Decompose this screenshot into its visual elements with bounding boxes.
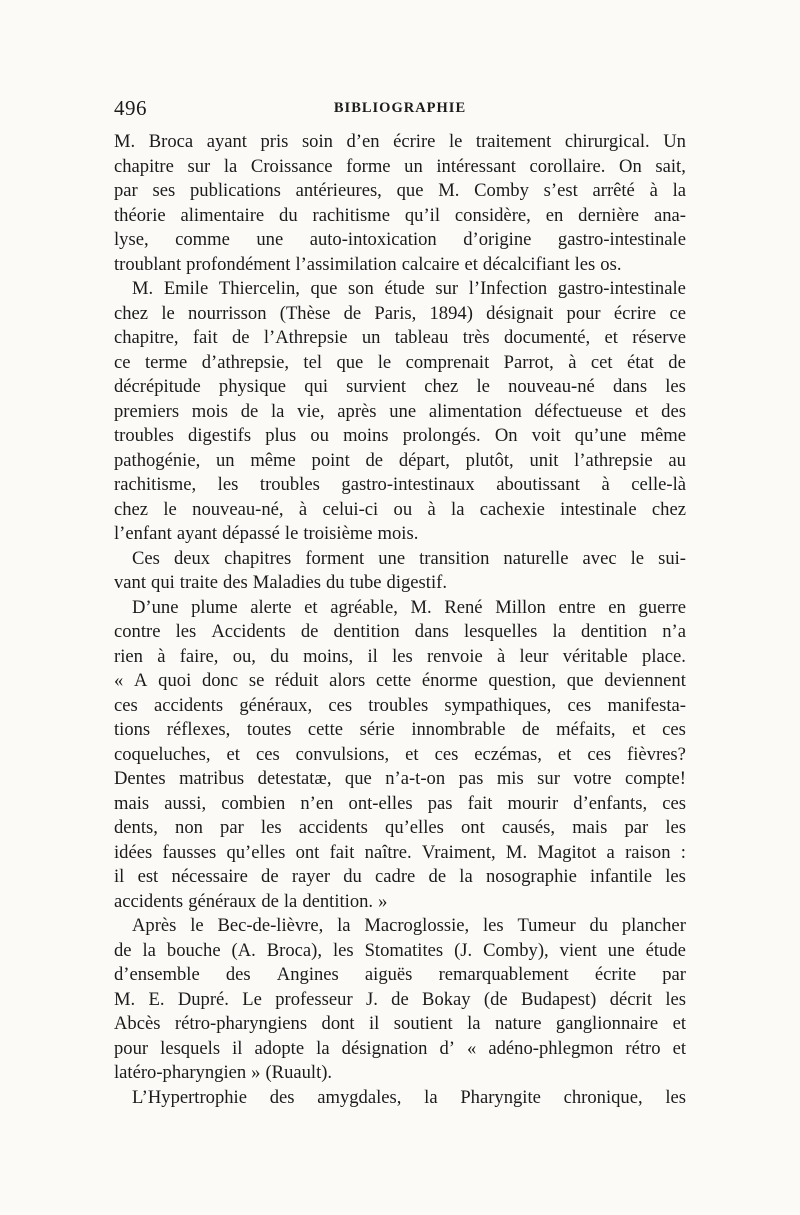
text-line: ce terme d’athrepsie, tel que le comprenait Parrot, à cet état de bbox=[114, 351, 686, 373]
text-line: latéro-pharyngien » (Ruault). bbox=[114, 1062, 333, 1083]
text-line: Ces deux chapitres forment une transition naturelle avec le sui- bbox=[132, 547, 686, 569]
text-line: décrépitude physique qui survient chez le nouveau-né dans les bbox=[114, 376, 686, 397]
text-line: L’Hypertrophie des amygdales, la Pharyngite chronique, les bbox=[132, 1086, 686, 1108]
text-line: ces accidents généraux, ces troubles sympathiques, ces manifesta- bbox=[114, 694, 686, 716]
section-title: BIBLIOGRAPHIE bbox=[333, 100, 467, 116]
text-line: dents, non par les accidents qu’elles ont causés, mais par les bbox=[114, 817, 686, 838]
text-line: de la bouche (A. Broca), les Stomatites (J. Comby), vient une étude bbox=[114, 939, 686, 961]
text-line: idées fausses qu’elles ont fait naître. Vraiment, M. Magitot a raison : bbox=[114, 841, 686, 863]
text-line: chapitre sur la Croissance forme un intéressant corollaire. On sait, bbox=[114, 155, 686, 177]
text-line: théorie alimentaire du rachitisme qu’il considère, en dernière ana- bbox=[114, 204, 686, 226]
text-line: par ses publications antérieures, que M. Comby s’est arrêté à la bbox=[114, 180, 686, 201]
text-line: il est nécessaire de rayer du cadre de la nosographie infantile les bbox=[114, 866, 686, 887]
text-line: chapitre, fait de l’Athrepsie un tableau très documenté, et réserve bbox=[114, 327, 686, 348]
text-line: rachitisme, les troubles gastro-intestinaux aboutissant à celle-là bbox=[114, 474, 686, 495]
page-number: 496 bbox=[114, 96, 147, 120]
text-line: vant qui traite des Maladies du tube digestif. bbox=[114, 572, 447, 593]
body-text bbox=[114, 130, 686, 1110]
running-head bbox=[114, 96, 686, 124]
text-line: troubles digestifs plus ou moins prolongés. On voit qu’une même bbox=[114, 425, 686, 446]
text-line: mais aussi, combien n’en ont-elles pas fait mourir d’enfants, ces bbox=[114, 792, 686, 814]
text-line: M. Emile Thiercelin, que son étude sur l’Infection gastro-intestinale bbox=[132, 278, 686, 299]
text-line: premiers mois de la vie, après une alimentation défectueuse et des bbox=[114, 400, 686, 422]
text-line: l’enfant ayant dépassé le troisième mois. bbox=[114, 523, 419, 544]
text-line: pour lesquels il adopte la désignation d’ « adéno-phlegmon rétro et bbox=[114, 1037, 686, 1059]
text-line: Dentes matribus detestatæ, que n’a-t-on pas mis sur votre compte! bbox=[114, 768, 686, 789]
text-line: d’ensemble des Angines aiguës remarquablement écrite par bbox=[114, 964, 686, 985]
text-line: contre les Accidents de dentition dans lesquelles la dentition n’a bbox=[114, 621, 686, 642]
text-line: M. E. Dupré. Le professeur J. de Bokay (de Budapest) décrit les bbox=[114, 988, 686, 1010]
text-line: pathogénie, un même point de départ, plutôt, unit l’athrepsie au bbox=[114, 449, 686, 471]
text-line: troublant profondément l’assimilation calcaire et décalcifiant les os. bbox=[114, 253, 622, 275]
text-line: Après le Bec-de-lièvre, la Macroglossie, les Tumeur du plancher bbox=[132, 915, 686, 936]
text-line: M. Broca ayant pris soin d’en écrire le traitement chirurgical. Un bbox=[114, 131, 686, 152]
text-line: coqueluches, et ces convulsions, et ces eczémas, et ces fièvres? bbox=[114, 743, 686, 765]
text-line: Abcès rétro-pharyngiens dont il soutient la nature ganglionnaire et bbox=[114, 1013, 686, 1034]
text-line: rien à faire, ou, du moins, il les renvoie à leur véritable place. bbox=[114, 645, 686, 667]
text-line: D’une plume alerte et agréable, M. René Millon entre en guerre bbox=[132, 596, 686, 618]
text-line: lyse, comme une auto-intoxication d’origine gastro-intestinale bbox=[114, 229, 686, 250]
text-line: tions réflexes, toutes cette série innombrable de méfaits, et ces bbox=[114, 719, 686, 740]
text-line: accidents généraux de la dentition. » bbox=[114, 890, 388, 912]
text-line: chez le nourrisson (Thèse de Paris, 1894) désignait pour écrire ce bbox=[114, 302, 686, 324]
text-line: « A quoi donc se réduit alors cette énorme question, que deviennent bbox=[114, 670, 686, 691]
text-line: chez le nouveau-né, à celui-ci ou à la cachexie intestinale chez bbox=[114, 498, 686, 520]
